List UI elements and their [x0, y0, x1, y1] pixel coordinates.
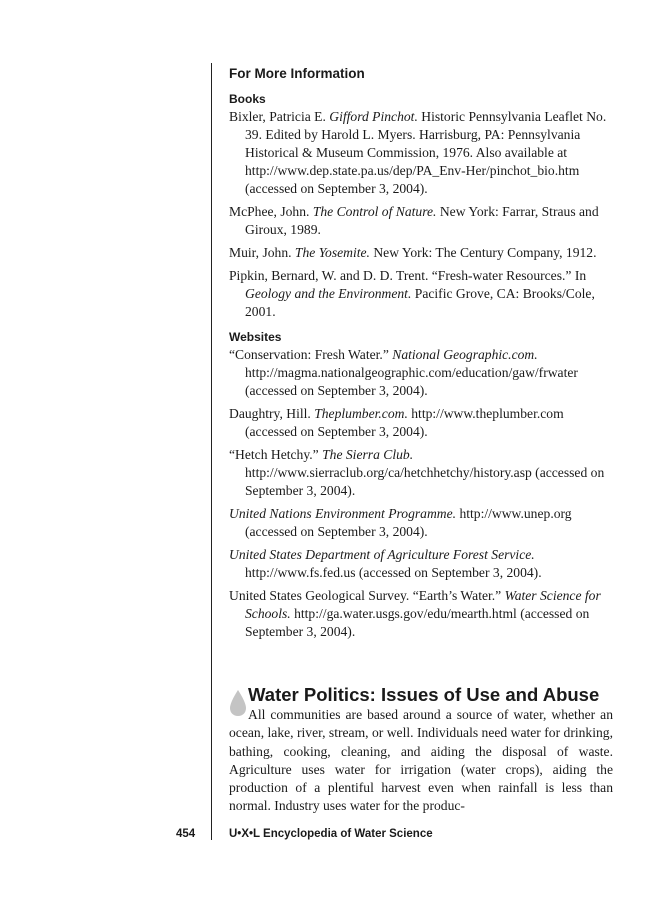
citation-text: Pipkin, Bernard, W. and D. D. Trent. “Fresh-water Resources.” In [229, 268, 587, 283]
citation-text: “Conservation: Fresh Water.” [229, 347, 393, 362]
citation-text: Historic Pennsylvania Leaflet No. 39. Edited by Harold L. Myers. Harrisburg, PA: Pennsylvania Historical & Museum Commission, 1976. Also available at http://www.dep.state.pa.us/dep/PA_Env-Her/pinchot_bio.htm (accessed on September 3, 2004). [245, 109, 607, 196]
citation-entry [229, 244, 613, 262]
citation-text: http://magma.nationalgeographic.com/education/gaw/frwater (accessed on September 3, 2004). [245, 365, 578, 398]
citation-title: National Geographic.com. [392, 347, 538, 362]
citation-text: New York: Farrar, Straus and Giroux, 1989. [245, 204, 599, 237]
citation-title: United Nations Environment Programme. [229, 506, 457, 521]
citation-entry [229, 405, 613, 441]
citation-text: United States Geological Survey. “Earth’s Water.” [229, 588, 505, 603]
citation-title: The Control of Nature. [312, 204, 437, 219]
citation-entry [229, 203, 613, 239]
citation-text: “Hetch Hetchy.” [229, 447, 323, 462]
page-number: 454 [176, 828, 196, 840]
margin-rule [211, 63, 212, 840]
citation-entry [229, 108, 613, 198]
citation-title: The Sierra Club. [322, 447, 414, 462]
article-heading-row [229, 683, 615, 707]
citation-text: Bixler, Patricia E. [229, 109, 330, 124]
citation-entry [229, 505, 613, 541]
citation-text: Muir, John. [229, 245, 295, 260]
section-title: For More Information [229, 66, 365, 81]
citation-text: McPhee, John. [229, 204, 313, 219]
citation-text: http://www.fs.fed.us (accessed on September 3, 2004). [245, 565, 542, 580]
citation-entry [229, 267, 613, 321]
citation-title: Geology and the Environment. [245, 286, 412, 301]
citation-entry [229, 446, 613, 500]
citation-title: Water Science for Schools. [245, 588, 601, 621]
citation-text: http://www.unep.org (accessed on September 3, 2004). [245, 506, 572, 539]
citation-title: Theplumber.com. [314, 406, 408, 421]
citation-text: http://www.sierraclub.org/ca/hetchhetchy/history.asp (accessed on September 3, 2004). [245, 465, 605, 498]
citation-text: http://ga.water.usgs.gov/edu/mearth.html (accessed on September 3, 2004). [245, 606, 590, 639]
citation-text: Daughtry, Hill. [229, 406, 315, 421]
article-heading: Water Politics: Issues of Use and Abuse [248, 684, 600, 705]
article-paragraph: All communities are based around a source of water, whether an ocean, lake, river, stream, or well. Individuals need water for drinking, bathing, cooking, cleaning, and aiding the disposal of waste. Agriculture uses water for irrigation (water crops), aiding the production of a plentiful harvest even when rainfall is less than normal. Industry uses water for the produc- [229, 707, 613, 814]
citation-entry [229, 587, 613, 641]
websites-list [229, 346, 613, 641]
citation-text: http://www.theplumber.com (accessed on September 3, 2004). [245, 406, 564, 439]
citation-text: Pacific Grove, CA: Brooks/Cole, 2001. [245, 286, 595, 319]
citation-title: Gifford Pinchot. [329, 109, 418, 124]
citation-title: The Yosemite. [294, 245, 370, 260]
books-list [229, 108, 613, 321]
citation-title: United States Department of Agriculture Forest Service. [229, 547, 535, 562]
citation-text: New York: The Century Company, 1912. [369, 245, 597, 260]
websites-heading: Websites [229, 330, 282, 344]
citation-entry [229, 346, 613, 400]
citation-entry [229, 546, 613, 582]
books-heading: Books [229, 92, 266, 106]
references-section [229, 66, 613, 646]
footer-book-title: U•X•L Encyclopedia of Water Science [229, 828, 433, 840]
